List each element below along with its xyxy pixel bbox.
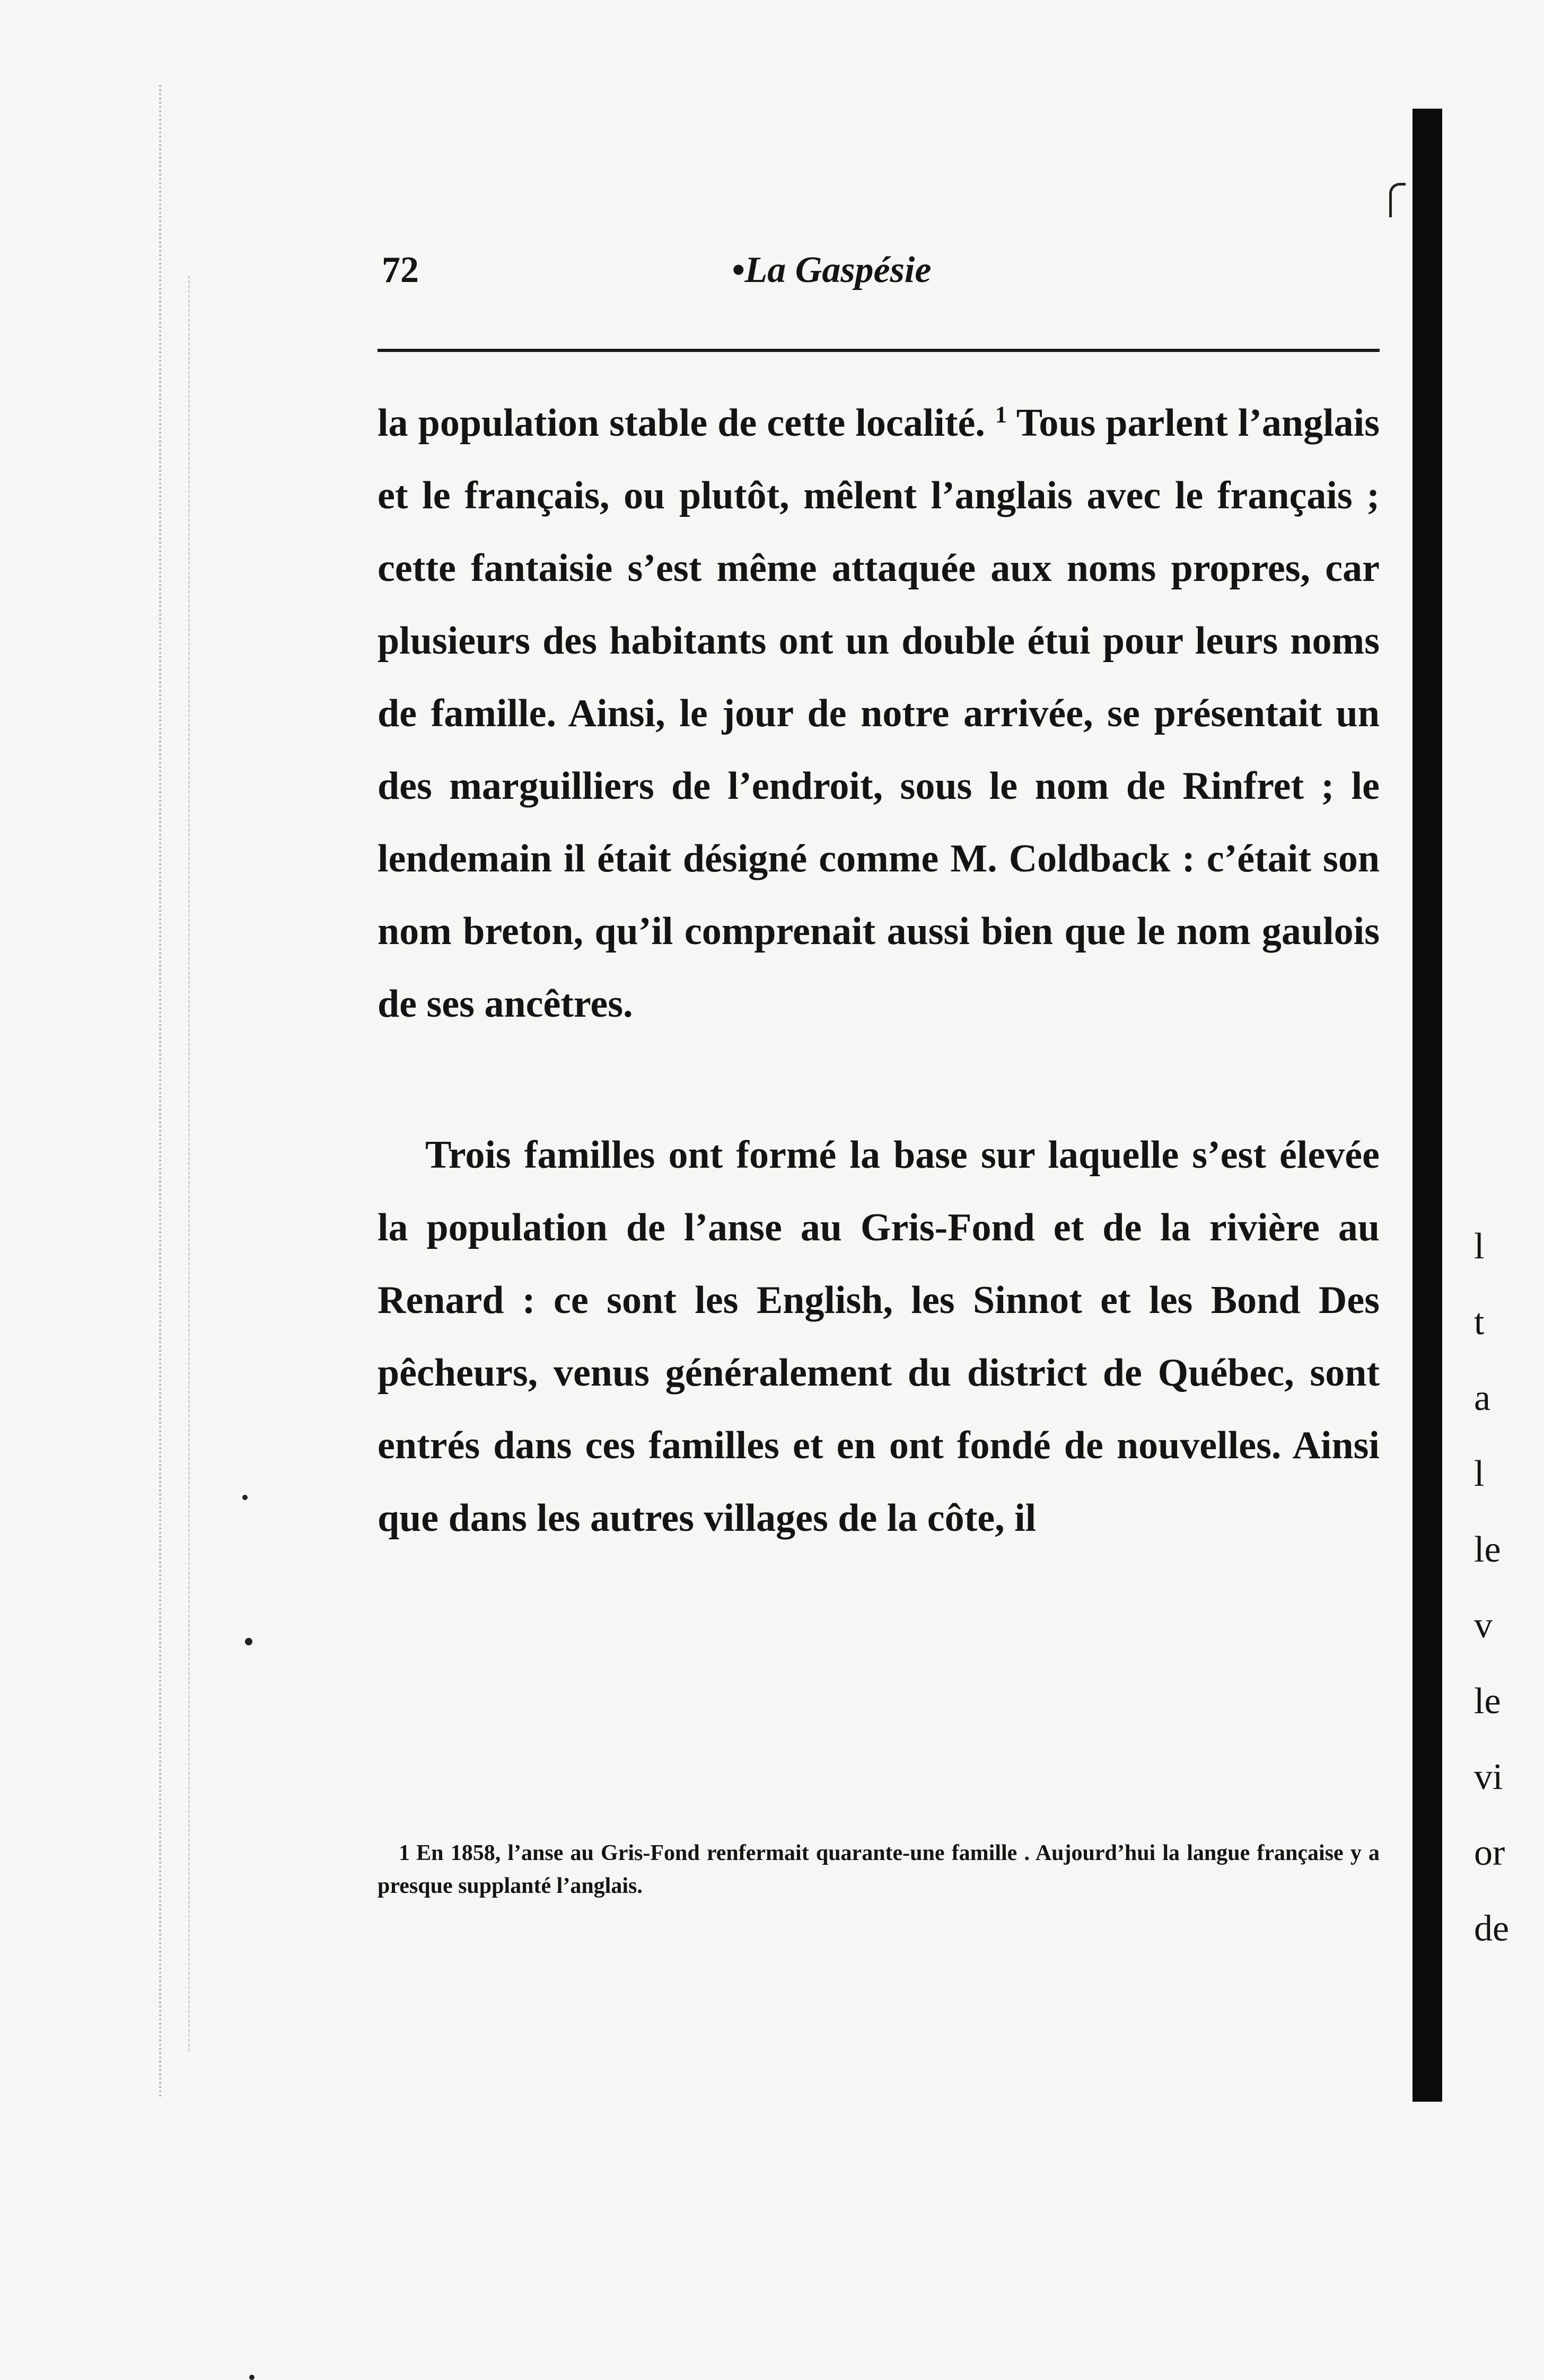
facing-fragment: l: [1474, 1453, 1485, 1494]
facing-fragment: v: [1474, 1605, 1493, 1646]
speck: [249, 2375, 255, 2380]
facing-fragment: vi: [1474, 1757, 1503, 1797]
paragraph-2: Trois familles ont formé la base sur laquelle s’est élevée la population de l’anse au Gris-Fond et de la rivière au Renard : ce sont les English, les Sinnot et les Bond Des pêcheurs, venus généralement du district de Québec, sont entrés dans ces familles et en ont fondé de nouvelles. Ainsi que dans les autres villages de la côte, il: [378, 1133, 1380, 1540]
paragraph-1: [378, 387, 1380, 1041]
footnote: [378, 1837, 1380, 1902]
header-rule: [378, 349, 1380, 352]
footnote-text: En 1858, l’anse au Gris-Fond renfermait quarante-une famille . Aujourd’hui la langue française y a presque supplanté l’anglais.: [378, 1841, 1380, 1898]
footnote-reference: 1: [995, 401, 1007, 428]
facing-fragment: t: [1474, 1302, 1485, 1343]
footnote-number: 1: [399, 1841, 410, 1865]
facing-fragment: le: [1474, 1529, 1501, 1570]
facing-fragment: a: [1474, 1378, 1491, 1418]
facing-page-fragments: [1474, 1209, 1532, 1967]
body-text: [378, 387, 1380, 1555]
paragraph-1-rest: Tous parlent l’anglais et le français, ou plutôt, mêlent l’anglais avec le français ; cette fantaisie s’est même attaquée aux noms propres, car plusieurs des habitants ont un double étui pour leurs noms de famille. Ainsi, le jour de notre arrivée, se présentait un des marguilliers de l’endroit, sous le nom de Rinfret ; le lendemain il était désigné comme M. Coldback : c’était son nom breton, qu’il comprenait aussi bien que le nom gaulois de ses ancêtres.: [378, 401, 1380, 1026]
binding-shadow: [1413, 109, 1442, 2102]
speck: [242, 1495, 248, 1500]
paragraph-1-start: la population stable de cette localité.: [378, 401, 995, 445]
speck: [245, 1638, 252, 1645]
page-header: [382, 249, 1379, 302]
left-page-edge: [159, 85, 175, 2099]
page-number: 72: [382, 250, 419, 290]
facing-fragment: le: [1474, 1681, 1501, 1722]
corner-mark: [1389, 183, 1406, 217]
facing-fragment: l: [1474, 1226, 1485, 1267]
running-title: •La Gaspésie: [732, 250, 932, 290]
left-page-edge-shadow: [188, 276, 192, 2051]
facing-fragment: or: [1474, 1832, 1505, 1873]
facing-fragment: de: [1474, 1908, 1510, 1949]
